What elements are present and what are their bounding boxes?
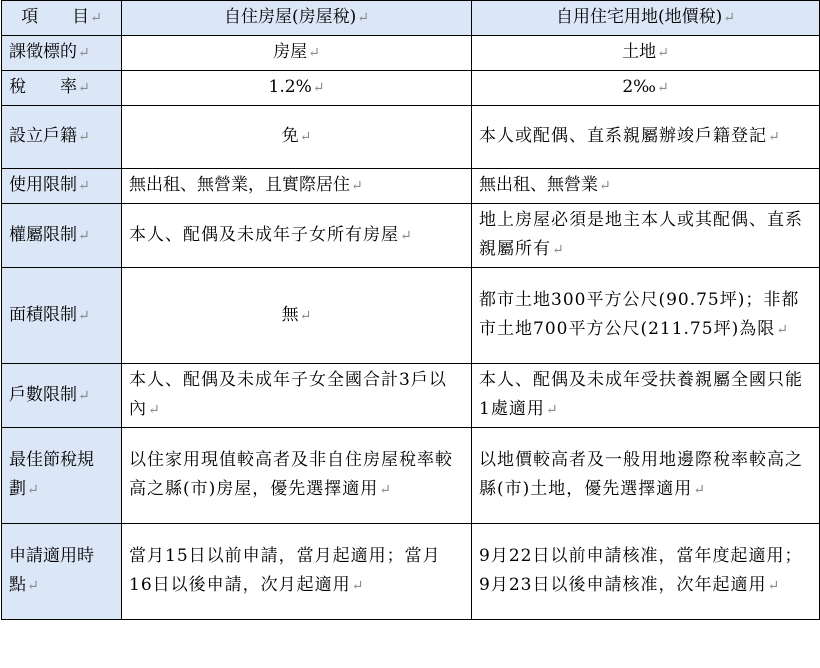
- paragraph-mark: ↵: [78, 80, 90, 96]
- cell-text: 無出租、無營業，且實際居住: [129, 175, 350, 195]
- paragraph-mark: ↵: [400, 227, 413, 244]
- row-cell-col2: [472, 364, 820, 428]
- cell-text: 本人、配偶及未成年子女所有房屋: [129, 224, 399, 245]
- table-row-household-count: [2, 364, 820, 428]
- paragraph-mark: ↵: [312, 80, 325, 96]
- paragraph-mark: ↵: [379, 482, 392, 498]
- paragraph-mark: ↵: [299, 307, 312, 324]
- cell-text: 1.2%: [268, 77, 312, 97]
- paragraph-mark: ↵: [768, 129, 781, 145]
- paragraph-mark: ↵: [776, 322, 789, 338]
- cell-text: 以住家用現值較高者及非自住房屋稅率較高之縣(市)房屋，優先選擇適用: [129, 450, 453, 499]
- row-label-text: 申請適用時 點: [9, 546, 128, 595]
- row-label-text: 稅 率: [9, 77, 77, 97]
- cell-text: 地上房屋必須是地主本人或其配偶、直系親屬所有: [479, 210, 803, 259]
- header-col1-text: 自住房屋(房屋稅): [224, 7, 357, 27]
- row-label: [2, 428, 128, 524]
- row-cell-col2: [472, 524, 820, 620]
- cell-text: 都市土地300平方公尺(90.75坪)；非都市土地700平方公尺(211.75坪)為限: [479, 290, 800, 339]
- row-cell-col2: [472, 169, 820, 204]
- paragraph-mark: ↵: [767, 578, 781, 594]
- cell-text: 9月22日以前申請核准，當年度起適用；9月23日以後申請核准，次年起適用: [479, 546, 803, 595]
- row-cell-col2: [472, 106, 820, 169]
- row-label: [2, 268, 122, 364]
- header-cell-item: [2, 1, 122, 36]
- row-cell-col1: [122, 106, 472, 169]
- row-label: [2, 204, 122, 268]
- row-cell-col1: [122, 524, 472, 620]
- row-label: [2, 71, 122, 106]
- table-row-household-registration: [2, 106, 820, 169]
- paragraph-mark: ↵: [656, 80, 669, 96]
- paragraph-mark: ↵: [351, 578, 365, 594]
- row-cell-col2: [472, 71, 820, 106]
- row-label-text: 面積限制: [9, 304, 77, 325]
- paragraph-mark: ↵: [351, 178, 363, 194]
- row-label: [2, 364, 122, 428]
- row-cell-col2: [472, 268, 820, 364]
- row-label-text: 課徵標的: [9, 42, 77, 62]
- paragraph-mark: ↵: [78, 307, 90, 324]
- cell-text: 2‰: [622, 77, 656, 97]
- paragraph-mark: ↵: [148, 402, 161, 418]
- cell-text: 無出租、無營業: [479, 175, 598, 195]
- header-col2-text: 自用住宅用地(地價稅): [556, 7, 723, 27]
- paragraph-mark: ↵: [90, 10, 102, 26]
- tax-comparison-table: [1, 0, 820, 620]
- row-cell-col2: [472, 204, 820, 268]
- row-cell-col1: [122, 71, 472, 106]
- row-label: [2, 169, 122, 204]
- row-label: [2, 36, 122, 71]
- row-label: [2, 524, 128, 620]
- cell-text: 房屋: [273, 42, 308, 62]
- cell-text: 本人、配偶及未成年受扶養親屬全國只能1處適用: [479, 370, 803, 419]
- table-header-row: [2, 1, 820, 36]
- row-label: [2, 106, 122, 169]
- row-label-text: 使用限制: [9, 175, 77, 195]
- paragraph-mark: ↵: [599, 178, 611, 194]
- row-cell-col1: [122, 268, 472, 364]
- cell-text: 當月15日以前申請，當月起適用；當月16日以後申請，次月起適用: [129, 546, 441, 595]
- paragraph-mark: ↵: [693, 482, 706, 498]
- table-row-tax-rate: [2, 71, 820, 106]
- paragraph-mark: ↵: [545, 402, 559, 418]
- row-cell-col1: [122, 428, 472, 524]
- table-row-ownership-restriction: [2, 204, 820, 268]
- paragraph-mark: ↵: [308, 45, 320, 61]
- row-cell-col2: [472, 428, 820, 524]
- table-row-tax-target: [2, 36, 820, 71]
- cell-text: 土地: [622, 42, 657, 62]
- table-row-usage-restriction: [2, 169, 820, 204]
- paragraph-mark: ↵: [27, 482, 39, 498]
- paragraph-mark: ↵: [78, 129, 90, 145]
- paragraph-mark: ↵: [27, 578, 39, 594]
- table-row-application-timing: [2, 524, 820, 620]
- header-cell-col2: [472, 1, 820, 36]
- row-label-text: 最佳節稅規 劃: [9, 450, 128, 499]
- paragraph-mark: ↵: [299, 129, 312, 145]
- cell-text: 無: [281, 304, 299, 325]
- paragraph-mark: ↵: [78, 45, 90, 61]
- header-item-text: 項 目: [21, 7, 90, 27]
- paragraph-mark: ↵: [78, 387, 90, 404]
- paragraph-mark: ↵: [357, 10, 369, 26]
- paragraph-mark: ↵: [78, 227, 90, 244]
- row-label-text: 設立戶籍: [9, 126, 77, 146]
- row-cell-col1: [122, 169, 472, 204]
- row-cell-col1: [122, 204, 472, 268]
- table-row-tax-planning: [2, 428, 820, 524]
- cell-text: 本人、配偶及未成年子女全國合計3戶以內: [129, 370, 447, 419]
- row-label-text: 戶數限制: [9, 384, 77, 405]
- cell-text: 免: [281, 126, 299, 146]
- row-cell-col2: [472, 36, 820, 71]
- paragraph-mark: ↵: [78, 178, 90, 194]
- row-label-text: 權屬限制: [9, 224, 77, 245]
- cell-text: 以地價較高者及一般用地邊際稅率較高之縣(市)土地，優先選擇適用: [479, 450, 803, 499]
- row-cell-col1: [122, 36, 472, 71]
- cell-text: 本人或配偶、直系親屬辦竣戶籍登記: [479, 126, 767, 146]
- row-cell-col1: [122, 364, 472, 428]
- table-row-area-restriction: [2, 268, 820, 364]
- paragraph-mark: ↵: [657, 45, 669, 61]
- paragraph-mark: ↵: [723, 10, 735, 26]
- header-cell-col1: [122, 1, 472, 36]
- paragraph-mark: ↵: [552, 242, 565, 258]
